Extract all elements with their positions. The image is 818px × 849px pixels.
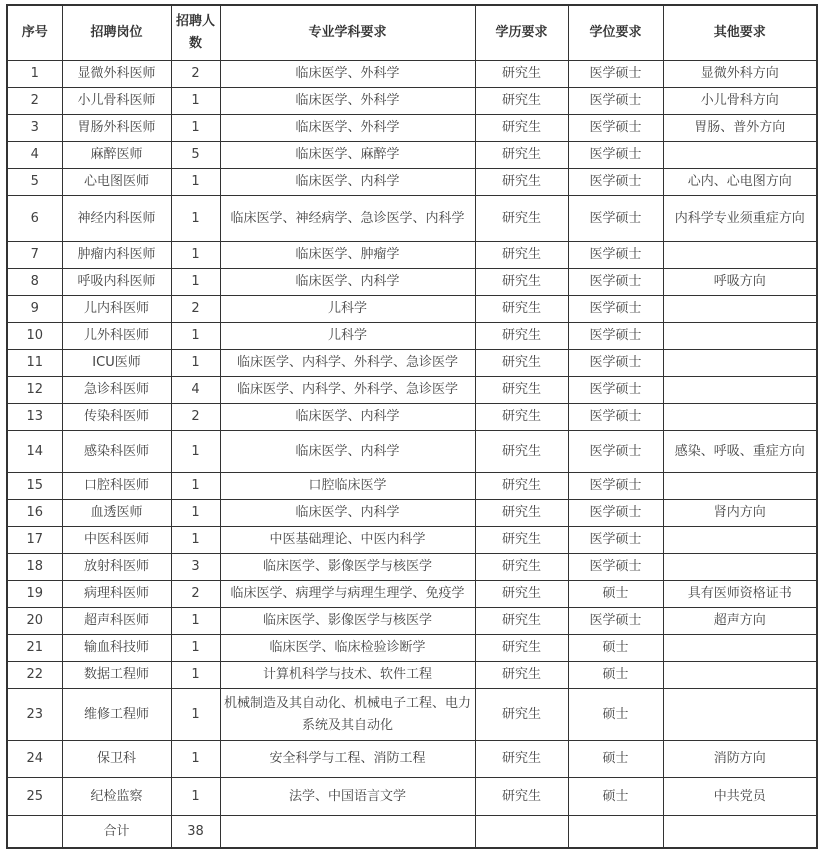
cell-other bbox=[663, 473, 817, 500]
cell-count: 1 bbox=[171, 242, 220, 269]
cell-index: 6 bbox=[7, 196, 62, 242]
cell-index: 25 bbox=[7, 778, 62, 816]
cell-count: 2 bbox=[171, 296, 220, 323]
cell-count: 1 bbox=[171, 431, 220, 473]
cell-count: 1 bbox=[171, 635, 220, 662]
cell-other: 显微外科方向 bbox=[663, 61, 817, 88]
cell-index: 12 bbox=[7, 377, 62, 404]
cell-position: 胃肠外科医师 bbox=[62, 115, 171, 142]
cell-other bbox=[663, 142, 817, 169]
cell-count: 1 bbox=[171, 741, 220, 778]
cell-other bbox=[663, 554, 817, 581]
cell-major: 计算机科学与技术、软件工程 bbox=[220, 662, 475, 689]
column-header-education: 学历要求 bbox=[475, 5, 568, 61]
cell-index: 24 bbox=[7, 741, 62, 778]
cell-education: 研究生 bbox=[475, 88, 568, 115]
cell-major: 临床医学、影像医学与核医学 bbox=[220, 554, 475, 581]
cell-position: 输血科技师 bbox=[62, 635, 171, 662]
cell-education: 研究生 bbox=[475, 431, 568, 473]
cell-degree: 医学硕士 bbox=[568, 61, 663, 88]
table-row bbox=[7, 88, 817, 115]
recruitment-table bbox=[6, 4, 818, 849]
table-row bbox=[7, 608, 817, 635]
table-row bbox=[7, 296, 817, 323]
cell-position: 合计 bbox=[62, 816, 171, 848]
cell-count: 2 bbox=[171, 61, 220, 88]
cell-index: 10 bbox=[7, 323, 62, 350]
cell-degree: 医学硕士 bbox=[568, 473, 663, 500]
cell-index: 17 bbox=[7, 527, 62, 554]
table-row bbox=[7, 527, 817, 554]
table-row bbox=[7, 404, 817, 431]
table-row bbox=[7, 689, 817, 741]
cell-count: 2 bbox=[171, 581, 220, 608]
cell-degree: 医学硕士 bbox=[568, 242, 663, 269]
table-row bbox=[7, 581, 817, 608]
cell-major: 临床医学、内科学 bbox=[220, 169, 475, 196]
cell-count: 1 bbox=[171, 350, 220, 377]
cell-education: 研究生 bbox=[475, 269, 568, 296]
cell-education: 研究生 bbox=[475, 323, 568, 350]
cell-count: 5 bbox=[171, 142, 220, 169]
table-header bbox=[7, 5, 817, 61]
cell-degree: 医学硕士 bbox=[568, 196, 663, 242]
cell-position: 口腔科医师 bbox=[62, 473, 171, 500]
cell-index: 19 bbox=[7, 581, 62, 608]
cell-major: 临床医学、病理学与病理生理学、免疫学 bbox=[220, 581, 475, 608]
cell-degree: 医学硕士 bbox=[568, 269, 663, 296]
cell-major: 临床医学、内科学 bbox=[220, 404, 475, 431]
cell-education: 研究生 bbox=[475, 689, 568, 741]
cell-education: 研究生 bbox=[475, 115, 568, 142]
cell-count: 1 bbox=[171, 500, 220, 527]
cell-position: 感染科医师 bbox=[62, 431, 171, 473]
cell-count: 1 bbox=[171, 169, 220, 196]
table-row bbox=[7, 269, 817, 296]
cell-count: 1 bbox=[171, 323, 220, 350]
cell-position: 小儿骨科医师 bbox=[62, 88, 171, 115]
cell-count: 1 bbox=[171, 115, 220, 142]
cell-index: 18 bbox=[7, 554, 62, 581]
cell-count: 1 bbox=[171, 473, 220, 500]
table-row bbox=[7, 142, 817, 169]
cell-education: 研究生 bbox=[475, 527, 568, 554]
cell-index: 3 bbox=[7, 115, 62, 142]
cell-major: 法学、中国语言文学 bbox=[220, 778, 475, 816]
cell-degree: 医学硕士 bbox=[568, 431, 663, 473]
cell-position: 呼吸内科医师 bbox=[62, 269, 171, 296]
cell-degree: 医学硕士 bbox=[568, 500, 663, 527]
cell-major: 临床医学、麻醉学 bbox=[220, 142, 475, 169]
cell-degree: 医学硕士 bbox=[568, 404, 663, 431]
cell-education bbox=[475, 816, 568, 848]
table-row bbox=[7, 323, 817, 350]
cell-other bbox=[663, 689, 817, 741]
cell-other: 内科学专业须重症方向 bbox=[663, 196, 817, 242]
table-row bbox=[7, 500, 817, 527]
table-row bbox=[7, 61, 817, 88]
cell-degree: 医学硕士 bbox=[568, 527, 663, 554]
column-header-other: 其他要求 bbox=[663, 5, 817, 61]
column-header-degree: 学位要求 bbox=[568, 5, 663, 61]
cell-major: 中医基础理论、中医内科学 bbox=[220, 527, 475, 554]
cell-major: 临床医学、内科学 bbox=[220, 500, 475, 527]
cell-position: 纪检监察 bbox=[62, 778, 171, 816]
cell-position: 放射科医师 bbox=[62, 554, 171, 581]
total-row bbox=[7, 816, 817, 848]
cell-position: 超声科医师 bbox=[62, 608, 171, 635]
cell-education: 研究生 bbox=[475, 662, 568, 689]
table-row bbox=[7, 169, 817, 196]
cell-other bbox=[663, 527, 817, 554]
cell-index: 7 bbox=[7, 242, 62, 269]
cell-index: 23 bbox=[7, 689, 62, 741]
cell-index bbox=[7, 816, 62, 848]
cell-education: 研究生 bbox=[475, 296, 568, 323]
cell-major bbox=[220, 816, 475, 848]
cell-index: 9 bbox=[7, 296, 62, 323]
cell-index: 11 bbox=[7, 350, 62, 377]
cell-position: 显微外科医师 bbox=[62, 61, 171, 88]
cell-degree: 硕士 bbox=[568, 581, 663, 608]
cell-education: 研究生 bbox=[475, 554, 568, 581]
cell-position: 数据工程师 bbox=[62, 662, 171, 689]
table-row bbox=[7, 741, 817, 778]
table-row bbox=[7, 635, 817, 662]
cell-degree: 医学硕士 bbox=[568, 88, 663, 115]
cell-position: 急诊科医师 bbox=[62, 377, 171, 404]
header-row bbox=[7, 5, 817, 61]
cell-index: 5 bbox=[7, 169, 62, 196]
cell-major: 临床医学、内科学、外科学、急诊医学 bbox=[220, 377, 475, 404]
cell-position: 麻醉医师 bbox=[62, 142, 171, 169]
cell-major: 临床医学、临床检验诊断学 bbox=[220, 635, 475, 662]
cell-index: 1 bbox=[7, 61, 62, 88]
cell-index: 4 bbox=[7, 142, 62, 169]
cell-index: 2 bbox=[7, 88, 62, 115]
cell-other bbox=[663, 296, 817, 323]
cell-education: 研究生 bbox=[475, 196, 568, 242]
table-row bbox=[7, 473, 817, 500]
cell-count: 1 bbox=[171, 608, 220, 635]
cell-degree: 硕士 bbox=[568, 662, 663, 689]
cell-other bbox=[663, 662, 817, 689]
cell-degree: 医学硕士 bbox=[568, 350, 663, 377]
table-row bbox=[7, 196, 817, 242]
cell-other: 超声方向 bbox=[663, 608, 817, 635]
cell-major: 口腔临床医学 bbox=[220, 473, 475, 500]
cell-position: 儿内科医师 bbox=[62, 296, 171, 323]
cell-degree: 医学硕士 bbox=[568, 296, 663, 323]
cell-education: 研究生 bbox=[475, 581, 568, 608]
cell-degree: 医学硕士 bbox=[568, 115, 663, 142]
cell-education: 研究生 bbox=[475, 404, 568, 431]
cell-major: 临床医学、外科学 bbox=[220, 115, 475, 142]
cell-count: 1 bbox=[171, 269, 220, 296]
cell-count: 38 bbox=[171, 816, 220, 848]
cell-count: 2 bbox=[171, 404, 220, 431]
cell-major: 儿科学 bbox=[220, 296, 475, 323]
cell-index: 15 bbox=[7, 473, 62, 500]
cell-degree: 医学硕士 bbox=[568, 608, 663, 635]
cell-other: 小儿骨科方向 bbox=[663, 88, 817, 115]
cell-count: 1 bbox=[171, 689, 220, 741]
cell-degree: 医学硕士 bbox=[568, 554, 663, 581]
cell-other bbox=[663, 377, 817, 404]
cell-count: 3 bbox=[171, 554, 220, 581]
cell-education: 研究生 bbox=[475, 635, 568, 662]
cell-education: 研究生 bbox=[475, 61, 568, 88]
cell-other: 胃肠、普外方向 bbox=[663, 115, 817, 142]
cell-position: 保卫科 bbox=[62, 741, 171, 778]
cell-education: 研究生 bbox=[475, 169, 568, 196]
cell-other bbox=[663, 350, 817, 377]
cell-education: 研究生 bbox=[475, 350, 568, 377]
cell-other: 具有医师资格证书 bbox=[663, 581, 817, 608]
cell-major: 临床医学、肿瘤学 bbox=[220, 242, 475, 269]
table-row bbox=[7, 778, 817, 816]
cell-position: 传染科医师 bbox=[62, 404, 171, 431]
cell-count: 1 bbox=[171, 662, 220, 689]
cell-major: 临床医学、内科学、外科学、急诊医学 bbox=[220, 350, 475, 377]
cell-major: 临床医学、内科学 bbox=[220, 431, 475, 473]
cell-degree: 医学硕士 bbox=[568, 377, 663, 404]
cell-other bbox=[663, 323, 817, 350]
table-body bbox=[7, 61, 817, 848]
cell-count: 1 bbox=[171, 88, 220, 115]
cell-other: 呼吸方向 bbox=[663, 269, 817, 296]
cell-index: 21 bbox=[7, 635, 62, 662]
cell-count: 4 bbox=[171, 377, 220, 404]
cell-degree bbox=[568, 816, 663, 848]
cell-degree: 硕士 bbox=[568, 635, 663, 662]
cell-degree: 医学硕士 bbox=[568, 169, 663, 196]
cell-education: 研究生 bbox=[475, 778, 568, 816]
column-header-position: 招聘岗位 bbox=[62, 5, 171, 61]
cell-index: 22 bbox=[7, 662, 62, 689]
cell-other bbox=[663, 816, 817, 848]
table-row bbox=[7, 242, 817, 269]
cell-index: 14 bbox=[7, 431, 62, 473]
cell-major: 儿科学 bbox=[220, 323, 475, 350]
column-header-index: 序号 bbox=[7, 5, 62, 61]
cell-other bbox=[663, 635, 817, 662]
column-header-major: 专业学科要求 bbox=[220, 5, 475, 61]
cell-position: 儿外科医师 bbox=[62, 323, 171, 350]
table-row bbox=[7, 662, 817, 689]
cell-degree: 硕士 bbox=[568, 741, 663, 778]
cell-index: 8 bbox=[7, 269, 62, 296]
cell-other: 中共党员 bbox=[663, 778, 817, 816]
cell-count: 1 bbox=[171, 196, 220, 242]
cell-degree: 医学硕士 bbox=[568, 323, 663, 350]
cell-other bbox=[663, 242, 817, 269]
cell-education: 研究生 bbox=[475, 741, 568, 778]
cell-education: 研究生 bbox=[475, 473, 568, 500]
cell-other bbox=[663, 404, 817, 431]
cell-index: 16 bbox=[7, 500, 62, 527]
cell-other: 消防方向 bbox=[663, 741, 817, 778]
cell-major: 临床医学、内科学 bbox=[220, 269, 475, 296]
cell-education: 研究生 bbox=[475, 608, 568, 635]
table-row bbox=[7, 554, 817, 581]
cell-major: 临床医学、神经病学、急诊医学、内科学 bbox=[220, 196, 475, 242]
cell-major: 安全科学与工程、消防工程 bbox=[220, 741, 475, 778]
cell-count: 1 bbox=[171, 527, 220, 554]
cell-position: 血透医师 bbox=[62, 500, 171, 527]
table-row bbox=[7, 350, 817, 377]
cell-other: 肾内方向 bbox=[663, 500, 817, 527]
cell-education: 研究生 bbox=[475, 377, 568, 404]
cell-education: 研究生 bbox=[475, 500, 568, 527]
cell-degree: 硕士 bbox=[568, 689, 663, 741]
cell-position: 肿瘤内科医师 bbox=[62, 242, 171, 269]
cell-count: 1 bbox=[171, 778, 220, 816]
cell-major: 临床医学、外科学 bbox=[220, 61, 475, 88]
cell-other: 感染、呼吸、重症方向 bbox=[663, 431, 817, 473]
cell-education: 研究生 bbox=[475, 242, 568, 269]
table-row bbox=[7, 115, 817, 142]
cell-index: 20 bbox=[7, 608, 62, 635]
cell-position: 神经内科医师 bbox=[62, 196, 171, 242]
cell-position: 维修工程师 bbox=[62, 689, 171, 741]
cell-major: 临床医学、影像医学与核医学 bbox=[220, 608, 475, 635]
cell-other: 心内、心电图方向 bbox=[663, 169, 817, 196]
table-row bbox=[7, 377, 817, 404]
cell-degree: 医学硕士 bbox=[568, 142, 663, 169]
cell-index: 13 bbox=[7, 404, 62, 431]
cell-position: 病理科医师 bbox=[62, 581, 171, 608]
cell-position: 心电图医师 bbox=[62, 169, 171, 196]
cell-education: 研究生 bbox=[475, 142, 568, 169]
table-row bbox=[7, 431, 817, 473]
cell-position: ICU医师 bbox=[62, 350, 171, 377]
cell-position: 中医科医师 bbox=[62, 527, 171, 554]
cell-degree: 硕士 bbox=[568, 778, 663, 816]
cell-major: 机械制造及其自动化、机械电子工程、电力系统及其自动化 bbox=[220, 689, 475, 741]
column-header-count: 招聘人数 bbox=[171, 5, 220, 61]
cell-major: 临床医学、外科学 bbox=[220, 88, 475, 115]
